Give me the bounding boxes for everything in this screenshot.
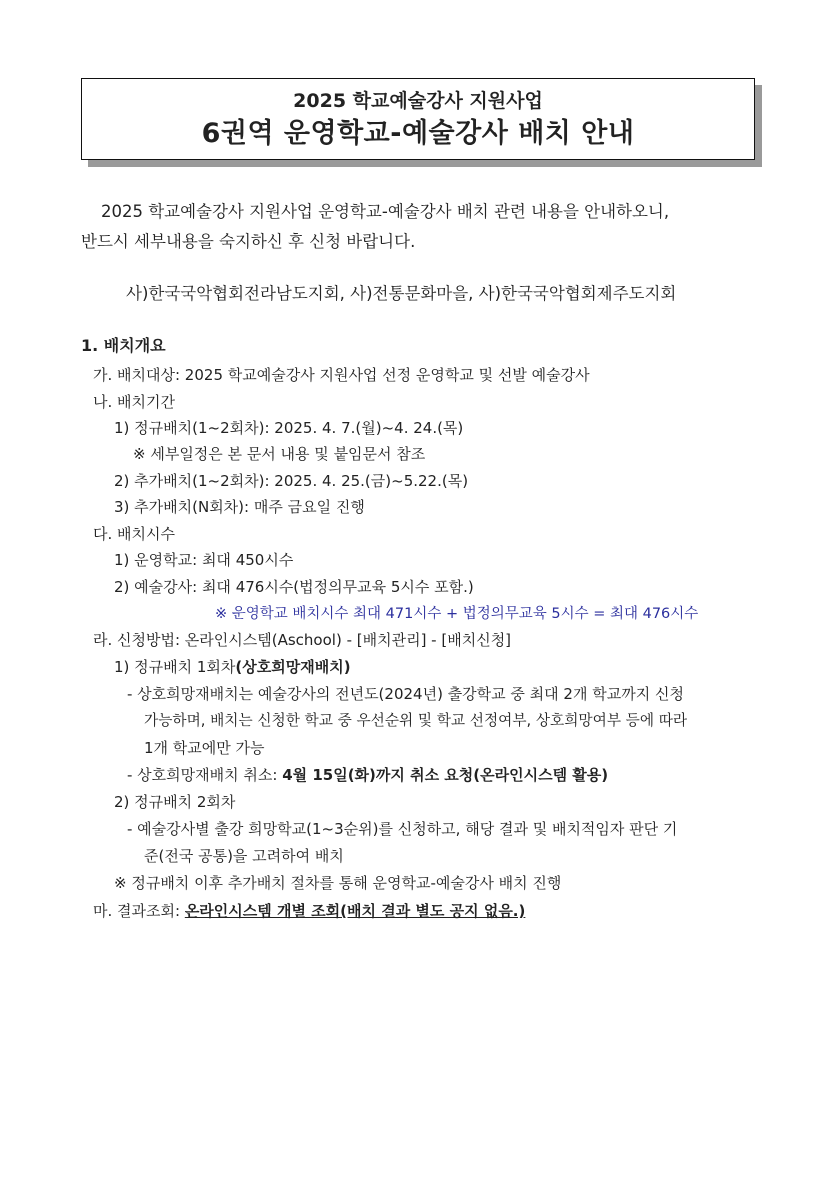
note-da: ※ 운영학교 배치시수 최대 471시수 + 법정의무교육 5시수 = 최대 476시수: [215, 606, 699, 622]
item-ra: 라. 신청방법: 온라인시스템(Aschool) - [배치관리] - [배치신청]: [93, 631, 512, 649]
note-na: ※ 세부일정은 본 문서 내용 및 붙임문서 참조: [133, 445, 426, 463]
ra1-bullet1-line1: - 상호희망재배치는 예술강사의 전년도(2024년) 출강학교 중 최대 2개 학교까지 신청: [127, 685, 684, 703]
item-ma: [93, 901, 525, 921]
ra1-bold: (상호희망재배치): [235, 658, 351, 676]
item-da: 다. 배치시수: [93, 525, 175, 543]
intro-line1: 2025 학교예술강사 지원사업 운영학교-예술강사 배치 관련 내용을 안내하오니,: [101, 202, 670, 221]
item-na3: 3) 추가배치(N회차): 매주 금요일 진행: [114, 498, 365, 516]
item-da1: 1) 운영학교: 최대 450시수: [114, 551, 294, 569]
item-da2: 2) 예술강사: 최대 476시수(법정의무교육 5시수 포함.): [114, 578, 474, 596]
ra1-b2-prefix: - 상호희망재배치 취소:: [127, 766, 283, 784]
item-na2: 2) 추가배치(1~2회차): 2025. 4. 25.(금)~5.22.(목): [114, 472, 469, 490]
title-line1: 2025 학교예술강사 지원사업: [293, 90, 543, 112]
ma-bold: 온라인시스템 개별 조회(배치 결과 별도 공지 없음.): [184, 902, 526, 920]
title-box: [81, 78, 755, 160]
ra1-bullet1-line2: 가능하며, 배치는 신청한 학교 중 우선순위 및 학교 선정여부, 상호희망여부 등에 따라: [144, 712, 688, 729]
ra2-bullet1-line1: - 예술강사별 출강 희망학교(1~3순위)를 신청하고, 해당 결과 및 배치적임자 판단 기: [127, 820, 678, 838]
item-ga: 가. 배치대상: 2025 학교예술강사 지원사업 선정 운영학교 및 선발 예술강사: [93, 366, 590, 384]
title-line2: 6권역 운영학교-예술강사 배치 안내: [201, 118, 635, 149]
ma-prefix: 마. 결과조회:: [93, 902, 185, 920]
item-na1: 1) 정규배치(1~2회차): 2025. 4. 7.(월)~4. 24.(목): [114, 419, 464, 437]
item-na: 나. 배치기간: [93, 393, 175, 411]
note-ra: ※ 정규배치 이후 추가배치 절차를 통해 운영학교-예술강사 배치 진행: [114, 874, 562, 892]
ra1-bullet2: [127, 765, 608, 785]
item-ra2: 2) 정규배치 2회차: [114, 793, 236, 811]
ra1-prefix: 1) 정규배치 1회차: [114, 658, 236, 676]
intro-line2: 반드시 세부내용을 숙지하신 후 신청 바랍니다.: [81, 232, 416, 251]
item-ra1: [114, 657, 351, 677]
ra1-bullet1-line3: 1개 학교에만 가능: [144, 739, 265, 757]
ra1-b2-bold: 4월 15일(화)까지 취소 요청(온라인시스템 활용): [282, 766, 609, 784]
section1-heading: 1. 배치개요: [81, 336, 166, 355]
intro-orgs: 사)한국국악협회전라남도지회, 사)전통문화마을, 사)한국국악협회제주도지회: [126, 284, 677, 303]
ra2-bullet1-line2: 준(전국 공통)을 고려하여 배치: [144, 847, 344, 865]
